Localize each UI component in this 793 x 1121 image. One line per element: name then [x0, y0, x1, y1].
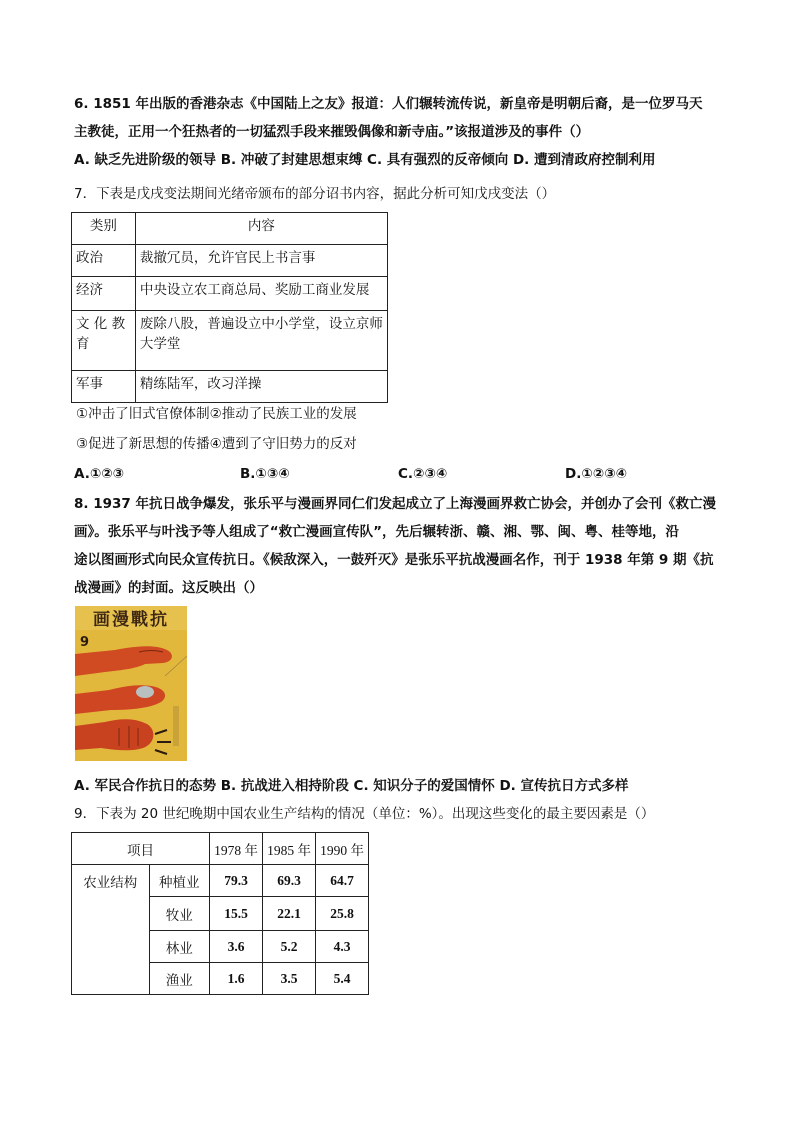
q7-category-cell: 文 化 教育: [72, 311, 136, 371]
poster-artwork: [75, 606, 187, 761]
q7-stem: 7．下表是戊戌变法期间光绪帝颁布的部分诏书内容，据此分析可知戊戌变法（）: [74, 186, 556, 202]
table-row: [72, 245, 388, 277]
poster-title: 画漫戰抗: [93, 610, 169, 630]
q9-value-cell: 69.3: [263, 865, 316, 897]
q7-items-line1: ①冲击了旧式官僚体制②推动了民族工业的发展: [76, 406, 357, 422]
q7-option-a: A.①②③: [74, 466, 125, 482]
poster-vertical-caption: [173, 706, 179, 746]
q9-row-name: 种植业: [149, 865, 209, 897]
q9-header-year: 1990 年: [316, 833, 369, 865]
poster-issue-number: 9: [80, 635, 90, 650]
q6-options: A. 缺乏先进阶级的领导 B. 冲破了封建思想束缚 C. 具有强烈的反帝倾向 D. 遭到清政府控制利用: [74, 152, 656, 168]
table-row: [72, 371, 388, 403]
q7-option-b: B.①③④: [240, 466, 290, 482]
table-row: [72, 865, 369, 897]
q7-option-c: C.②③④: [398, 466, 448, 482]
q7-category-cell: 政治: [72, 245, 136, 277]
q7-content-cell: 裁撤冗员，允许官民上书言事: [135, 245, 387, 277]
q9-group-label: 农业结构: [72, 865, 150, 995]
q9-row-name: 牧业: [149, 897, 209, 931]
q9-value-cell: 5.2: [263, 931, 316, 963]
q7-table: [71, 212, 388, 403]
q9-value-cell: 79.3: [210, 865, 263, 897]
q6-stem-line1: 6. 1851 年出版的香港杂志《中国陆上之友》报道：人们辗转流传说，新皇帝是明朝后裔，是一位罗马天: [74, 96, 703, 112]
q9-value-cell: 4.3: [316, 931, 369, 963]
q7-header-content: 内容: [135, 213, 387, 245]
q7-content-cell: 精练陆军，改习洋操: [135, 371, 387, 403]
q7-option-d: D.①②③④: [565, 466, 628, 482]
cartoon-poster-image: [75, 606, 187, 761]
small-figures-in-hand: [136, 686, 154, 698]
q7-items-line2: ③促进了新思想的传播④遭到了守旧势力的反对: [76, 436, 357, 452]
q8-stem-line4: 战漫画》的封面。这反映出（）: [74, 580, 263, 596]
q7-content-cell: 中央设立农工商总局、奖励工商业发展: [135, 277, 387, 311]
q7-content-cell: 废除八股，普遍设立中小学堂，设立京师大学堂: [135, 311, 387, 371]
q9-header-year: 1978 年: [210, 833, 263, 865]
q9-header-item: 项目: [72, 833, 210, 865]
table-row: [72, 311, 388, 371]
q9-row-name: 渔业: [149, 963, 209, 995]
q9-value-cell: 3.6: [210, 931, 263, 963]
q9-row-name: 林业: [149, 931, 209, 963]
q9-value-cell: 25.8: [316, 897, 369, 931]
q8-stem-line2: 画》。张乐平与叶浅予等人组成了“救亡漫画宣传队”，先后辗转浙、赣、湘、鄂、闽、粤、桂等地，沿: [74, 524, 679, 540]
q9-value-cell: 1.6: [210, 963, 263, 995]
q7-category-cell: 经济: [72, 277, 136, 311]
q9-header-year: 1985 年: [263, 833, 316, 865]
q7-header-category: 类别: [72, 213, 136, 245]
table-row: [72, 277, 388, 311]
q9-table: [71, 832, 369, 995]
q9-value-cell: 64.7: [316, 865, 369, 897]
q8-options: A. 军民合作抗日的态势 B. 抗战进入相持阶段 C. 知识分子的爱国情怀 D. 宣传抗日方式多样: [74, 778, 629, 794]
q9-stem: 9．下表为 20 世纪晚期中国农业生产结构的情况（单位：%）。出现这些变化的最主要因素是（）: [74, 806, 655, 822]
q9-value-cell: 5.4: [316, 963, 369, 995]
q7-category-cell: 军事: [72, 371, 136, 403]
q8-stem-line1: 8. 1937 年抗日战争爆发，张乐平与漫画界同仁们发起成立了上海漫画界救亡协会，并创办了会刊《救亡漫: [74, 496, 716, 512]
q6-stem-line2: 主教徒，正用一个狂热者的一切猛烈手段来摧毁偶像和新寺庙。”该报道涉及的事件（）: [74, 124, 590, 140]
q9-value-cell: 22.1: [263, 897, 316, 931]
q9-value-cell: 3.5: [263, 963, 316, 995]
q9-value-cell: 15.5: [210, 897, 263, 931]
q8-stem-line3: 途以图画形式向民众宣传抗日。《候敌深入，一鼓歼灭》是张乐平抗战漫画名作，刊于 1938 年第 9 期《抗: [74, 552, 714, 568]
